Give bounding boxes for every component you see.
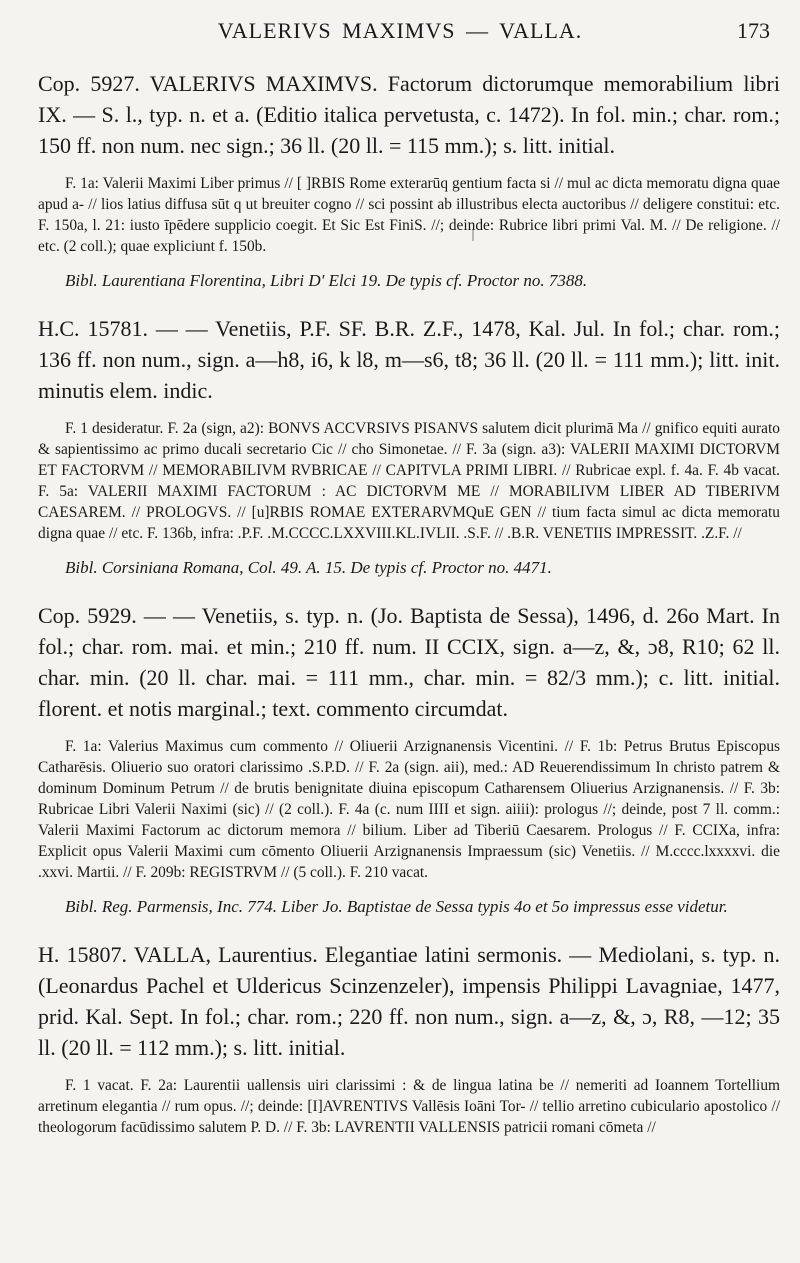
running-title: VALERIVS MAXIMVS — VALLA. bbox=[217, 18, 583, 43]
entry-heading: H.C. 15781. — — Venetiis, P.F. SF. B.R. Z.F., 1478, Kal. Jul. In fol.; char. rom.; 136 ff. non num., sign. a—h8, i6, k l8, m—s6, t8; 36 ll. (20 ll. = 111 mm.); litt. init. minutis elem. indic. bbox=[38, 316, 780, 403]
entry-description: F. 1 vacat. F. 2a: Laurentii uallensis uiri clarissimi : & de lingua latina be // nemeriti ad Ioannem Tortellium arretinum elegantia // rum opus. //; deinde: [I]AVRENTIVS Vallēsis Ioāni Tor- // tellio arretino cubiculario apostolico // theologorum facūdissimo salutem P. D. // F. 3b: LAVRENTII VALLENSIS patricii romani cōmeta // bbox=[38, 1077, 780, 1136]
catalogue-entry bbox=[38, 939, 780, 1138]
entry-heading: Cop. 5929. — — Venetiis, s. typ. n. (Jo. Baptista de Sessa), 1496, d. 26o Mart. In fol.; char. rom. mai. et min.; 210 ff. num. II CCIX, sign. a—z, &, ɔ8, R10; 62 ll. char. min. (20 ll. char. mai. = 111 mm., char. min. = 82/3 mm.); c. litt. initial. florent. et notis marginal.; text. commento circumdat. bbox=[38, 603, 780, 721]
page-header bbox=[0, 8, 800, 48]
page-number: 173 bbox=[737, 18, 770, 43]
catalogue-entry bbox=[38, 68, 780, 293]
entry-bibliography: Bibl. Reg. Parmensis, Inc. 774. Liber Jo. Baptistae de Sessa typis 4o et 5o impressus esse videtur. bbox=[65, 897, 728, 916]
entry-description: F. 1 desideratur. F. 2a (sign, a2): BONVS ACCVRSIVS PISANVS salutem dicit plurimā Ma // gnifico equiti aurato & sapientissimo ac primo ducali secretario Cic // cho Simonetae. // F. 3a (sign. a3): VALERII MAXIMI DICTORVM ET FACTORVM // MEMORABILIVM RVBRICAE // CAPITVLA PRIMI LIBRI. // Rubricae expl. f. 4a. F. 4b vacat. F. 5a: VALERII MAXIMI FACTORUM : AC DICTORVM ME // MORABILIVM LIBER AD TIBERIVM CAESAREM. // PROLOGVS. // [u]RBIS ROMAE EXTERARVMQuE GEN // tium facta simul ac dicta memoratu digna quae // etc. F. 136b, infra: .P.F. .M.CCCC.LXXVIII.KL.IVLII. .S.F. // .B.R. VENETIIS IMPRESSIT. .Z.F. // bbox=[38, 420, 780, 542]
entry-bibliography: Bibl. Corsiniana Romana, Col. 49. A. 15. De typis cf. Proctor no. 4471. bbox=[65, 558, 552, 577]
entry-heading: Cop. 5927. VALERIVS MAXIMVS. Factorum dictorumque memorabilium libri IX. — S. l., typ. n. et a. (Editio italica pervetusta, c. 1472). In fol. min.; char. rom.; 150 ff. non num. nec sign.; 36 ll. (20 ll. = 115 mm.); s. litt. initial. bbox=[38, 71, 780, 158]
catalogue-entries bbox=[38, 68, 780, 1158]
entry-description: F. 1a: Valerius Maximus cum commento // Oliuerii Arzignanensis Vicentini. // F. 1b: Petrus Brutus Episcopus Catharēsis. Oliuerio suo oratori clarissimo .S.P.D. // F. 2a (sign. aii), med.: AD Reuerendissimum In christo patrem & dominum Dominum Petrum // de brutis benignitate diuina episcopum Catharensem Oliuerius Arzignanensis. // F. 3b: Rubricae Libri Valerii Naximi (sic) // (2 coll.). F. 4a (c. num IIII et sign. aiiii): prologus //; deinde, post 7 ll. comm.: Valerii Maximi Factorum ac dictorum memora // bilium. Liber ad Tiberiū Caesarem. Prologus // F. CCIXa, infra: Explicit opus Valerii Maximi cum cōmento Oliuerii Arzignanensis Impraessum (sic) Venetiis. // M.cccc.lxxxxvi. die .xxvi. Martii. // F. 209b: REGISTRVM // (5 coll.). F. 210 vacat. bbox=[38, 738, 780, 881]
entry-description: F. 1a: Valerii Maximi Liber primus // [ ]RBIS Rome exterarūq gentium facta si // mul ac dicta memoratu digna quae apud a- // lios latius diffusa sūt q ut breuiter cogno // sci possint ab illustribus electa auctoribus // deligere constitui: etc. F. 150a, l. 21: iusto īpēdere supplicio coegit. Et Sic Est FiniS. //; deinde: Rubrice libri primi Val. M. // De religione. // etc. (2 coll.); quae expliciunt f. 150b. bbox=[38, 175, 780, 255]
entry-bibliography: Bibl. Laurentiana Florentina, Libri D' Elci 19. De typis cf. Proctor no. 7388. bbox=[65, 271, 588, 290]
catalogue-entry bbox=[38, 313, 780, 580]
entry-heading: H. 15807. VALLA, Laurentius. Elegantiae latini sermonis. — Mediolani, s. typ. n. (Leonardus Pachel et Uldericus Scinzenzeler), impensis Philippi Lavagniae, 1477, prid. Kal. Sept. In fol.; char. rom.; 220 ff. non num., sign. a—z, &, ɔ, R8, —12; 35 ll. (20 ll. = 112 mm.); s. litt. initial. bbox=[38, 942, 780, 1060]
catalogue-entry bbox=[38, 600, 780, 919]
